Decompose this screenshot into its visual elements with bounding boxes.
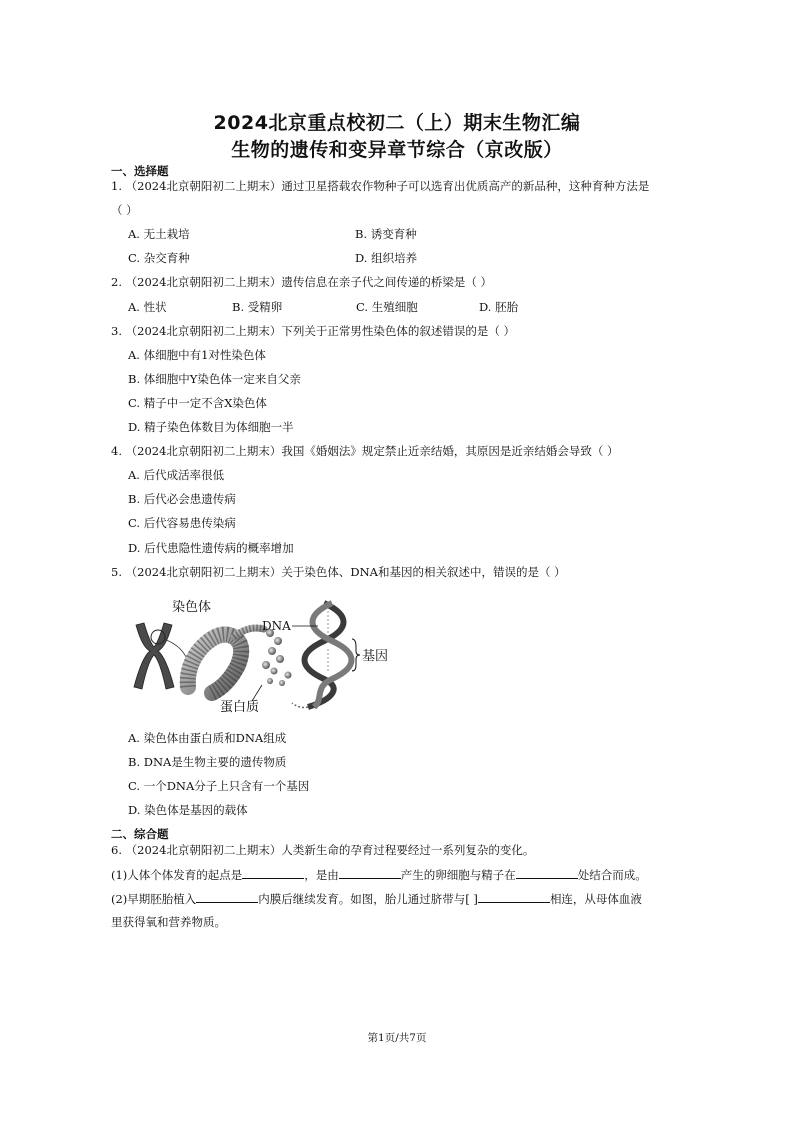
protein-pointer-line [252, 685, 262, 701]
q5-option-d[interactable]: D. 染色体是基因的载体 [128, 803, 248, 817]
label-chromosome: 染色体 [172, 600, 212, 615]
q5-stem: 5. （2024北京朝阳初二上期末）关于染色体、DNA和基因的相关叙述中，错误的是（ ） [111, 565, 566, 579]
coiled-fiber-shape [188, 628, 264, 693]
q1-option-a[interactable]: A. 无土栽培 [128, 227, 190, 241]
q6-part1-text-a: (1)人体个体发育的起点是 [111, 868, 243, 882]
q1-option-b[interactable]: B. 诱变育种 [355, 227, 417, 241]
q2-option-d[interactable]: D. 胚胎 [479, 300, 519, 314]
q2-stem: 2. （2024北京朝阳初二上期末）遗传信息在亲子代之间传递的桥梁是（ ） [111, 275, 493, 289]
protein-beads [262, 629, 292, 686]
doc-title-line1: 2024北京重点校初二（上）期末生物汇编 [213, 112, 581, 134]
q2-option-b[interactable]: B. 受精卵 [232, 300, 283, 314]
q5-option-b[interactable]: B. DNA是生物主要的遗传物质 [128, 755, 287, 769]
q6-part2-continued: 里获得氧和营养物质。 [111, 915, 226, 929]
q2-option-a[interactable]: A. 性状 [128, 300, 167, 314]
page-footer: 第1页/共7页 [367, 1032, 427, 1044]
q6-blank-5[interactable] [478, 890, 550, 903]
q3-option-c[interactable]: C. 精子中一定不含X染色体 [128, 396, 267, 410]
q6-part2 [111, 890, 642, 907]
q6-blank-4[interactable] [196, 890, 258, 903]
q1-paren: （ ） [111, 203, 138, 217]
q1-option-d[interactable]: D. 组织培养 [355, 251, 418, 265]
doc-title-line2: 生物的遗传和变异章节综合（京改版） [231, 139, 563, 161]
section-comprehensive-heading: 二、综合题 [111, 827, 169, 841]
q6-part2-text-a: (2)早期胚胎植入 [111, 892, 197, 906]
q3-stem: 3. （2024北京朝阳初二上期末）下列关于正常男性染色体的叙述错误的是（ ） [111, 324, 516, 338]
q1-stem: 1. （2024北京朝阳初二上期末）通过卫星搭载农作物种子可以选育出优质高产的新品种，这种育种方法是 [111, 179, 650, 193]
q6-part1 [111, 866, 647, 883]
q6-blank-1[interactable] [242, 866, 304, 879]
chromosome-dna-gene-figure [128, 595, 398, 715]
q4-option-c[interactable]: C. 后代容易患传染病 [128, 516, 236, 530]
chromosome-shape [134, 623, 186, 689]
dna-helix-shape [292, 603, 352, 708]
label-dna: DNA [262, 619, 291, 633]
label-protein: 蛋白质 [220, 700, 260, 715]
q6-part2-text-b: 内膜后继续发育。如图，胎儿通过脐带与[ ] [258, 892, 478, 906]
q1-option-c[interactable]: C. 杂交育种 [128, 251, 190, 265]
q6-stem: 6. （2024北京朝阳初二上期末）人类新生命的孕育过程要经过一系列复杂的变化。 [111, 843, 535, 857]
q6-part1-text-d: 处结合而成。 [577, 868, 647, 882]
q4-option-b[interactable]: B. 后代必会患遗传病 [128, 492, 236, 506]
q3-option-a[interactable]: A. 体细胞中有1对性染色体 [128, 348, 266, 362]
q5-option-c[interactable]: C. 一个DNA分子上只含有一个基因 [128, 779, 310, 793]
q2-option-c[interactable]: C. 生殖细胞 [356, 300, 418, 314]
q4-stem: 4. （2024北京朝阳初二上期末）我国《婚姻法》规定禁止近亲结婚，其原因是近亲结婚会导致（ ） [111, 444, 619, 458]
q3-option-d[interactable]: D. 精子染色体数目为体细胞一半 [128, 420, 294, 434]
q5-option-a[interactable]: A. 染色体由蛋白质和DNA组成 [128, 731, 287, 745]
label-gene: 基因 [362, 649, 389, 664]
q6-part1-text-b: ，是由 [304, 868, 339, 882]
q2-options [128, 299, 518, 315]
section-choice-heading: 一、选择题 [111, 164, 169, 178]
q4-option-d[interactable]: D. 后代患隐性遗传病的概率增加 [128, 541, 294, 555]
q4-option-a[interactable]: A. 后代成活率很低 [128, 468, 225, 482]
q6-part2-text-c: 相连，从母体血液 [549, 892, 642, 906]
q6-blank-3[interactable] [516, 866, 578, 879]
q6-part1-text-c: 产生的卵细胞与精子在 [400, 868, 516, 882]
q6-blank-2[interactable] [339, 866, 401, 879]
q3-option-b[interactable]: B. 体细胞中Y染色体一定来自父亲 [128, 372, 301, 386]
